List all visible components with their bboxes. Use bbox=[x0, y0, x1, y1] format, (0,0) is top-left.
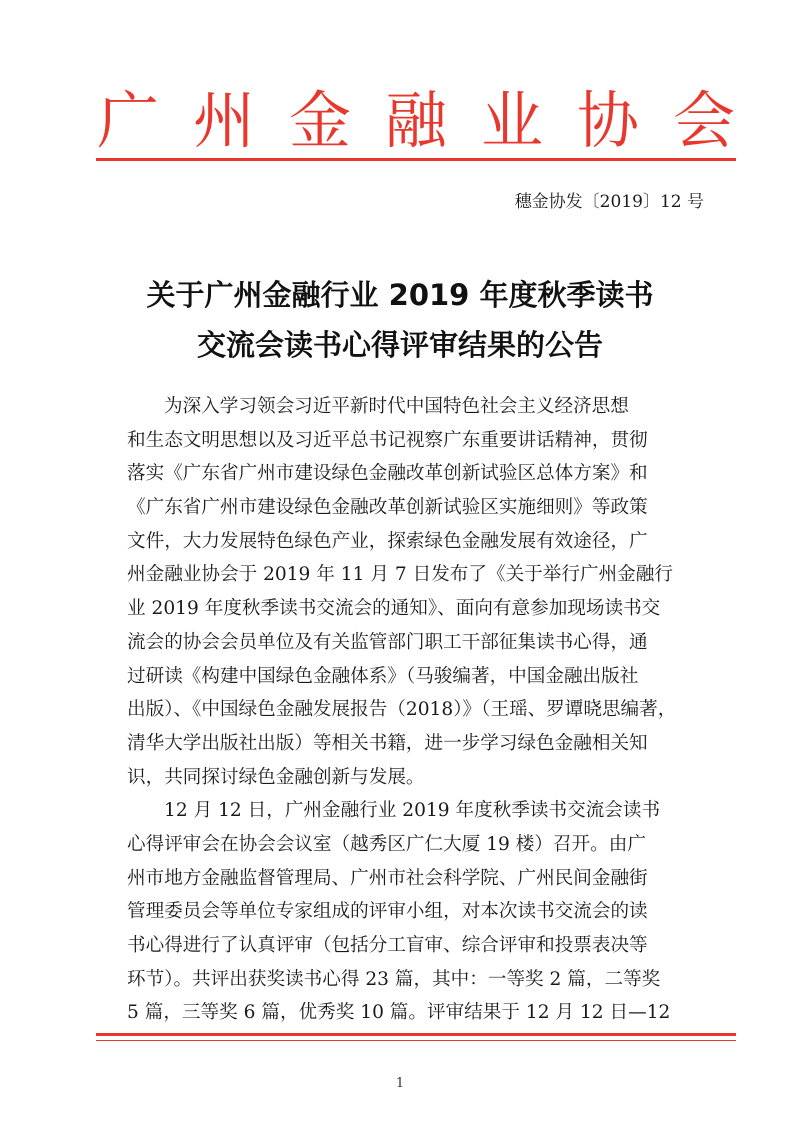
body-line: 出版）、《中国绿色金融发展报告（2018）》（王瑶、罗谭晓思编著， bbox=[127, 699, 677, 721]
body-text bbox=[127, 390, 713, 1030]
body-line: 州市地方金融监督管理局、广州市社会科学院、广州民间金融街 bbox=[127, 867, 648, 889]
footer-divider-thin bbox=[96, 1040, 736, 1041]
letterhead-char: 融 bbox=[384, 84, 447, 157]
body-line: 州金融业协会于 2019 年 11 月 7 日发布了《关于举行广州金融行 bbox=[127, 564, 673, 586]
body-line: 文件，大力发展特色绿色产业，探索绿色金融发展有效途径，广 bbox=[127, 530, 648, 552]
letterhead-char: 会 bbox=[672, 84, 735, 157]
letterhead-char: 广 bbox=[96, 84, 159, 157]
page-number: 1 bbox=[395, 1076, 405, 1091]
body-line: 12 月 12 日，广州金融行业 2019 年度秋季读书交流会读书 bbox=[164, 800, 661, 822]
letterhead-char: 协 bbox=[576, 84, 639, 157]
title-line: 关于广州金融行业 2019 年度秋季读书 bbox=[146, 278, 654, 312]
body-line: 清华大学出版社出版）等相关书籍，进一步学习绿色金融相关知 bbox=[127, 732, 648, 754]
body-line: 过研读《构建中国绿色金融体系》（马骏编著，中国金融出版社 bbox=[127, 665, 639, 687]
letterhead bbox=[96, 86, 736, 156]
letterhead-divider bbox=[96, 158, 736, 161]
document-title bbox=[96, 270, 704, 370]
letterhead-char: 业 bbox=[480, 84, 543, 157]
body-line: 《广东省广州市建设绿色金融改革创新试验区实施细则》等政策 bbox=[127, 497, 648, 519]
body-line: 流会的协会会员单位及有关监管部门职工干部征集读书心得，通 bbox=[127, 631, 648, 653]
document-number: 穗金协发〔2019〕12 号 bbox=[514, 192, 704, 212]
body-line: 书心得进行了认真评审（包括分工盲审、综合评审和投票表决等 bbox=[127, 935, 648, 956]
body-line: 识，共同探讨绿色金融创新与发展。 bbox=[127, 766, 425, 788]
letterhead-char: 金 bbox=[288, 84, 351, 157]
body-line: 落实《广东省广州市建设绿色金融改革创新试验区总体方案》和 bbox=[127, 463, 648, 485]
body-line: 心得评审会在协会会议室（越秀区广仁大厦 19 楼）召开。由广 bbox=[127, 833, 646, 855]
body-line: 为深入学习领会习近平新时代中国特色社会主义经济思想 bbox=[164, 396, 629, 417]
body-line: 5 篇，三等奖 6 篇，优秀奖 10 篇。评审结果于 12 月 12 日—12 bbox=[127, 1002, 671, 1024]
body-line: 业 2019 年度秋季读书交流会的通知》、面向有意参加现场读书交 bbox=[127, 598, 661, 620]
letterhead-char: 州 bbox=[192, 84, 255, 157]
body-line: 管理委员会等单位专家组成的评审小组，对本次读书交流会的读 bbox=[127, 901, 648, 923]
footer-divider bbox=[96, 1033, 736, 1036]
body-line: 环节）。共评出获奖读书心得 23 篇，其中：一等奖 2 篇，二等奖 bbox=[127, 968, 661, 990]
title-line: 交流会读书心得评审结果的公告 bbox=[196, 328, 603, 362]
body-line: 和生态文明思想以及习近平总书记视察广东重要讲话精神，贯彻 bbox=[127, 429, 648, 451]
